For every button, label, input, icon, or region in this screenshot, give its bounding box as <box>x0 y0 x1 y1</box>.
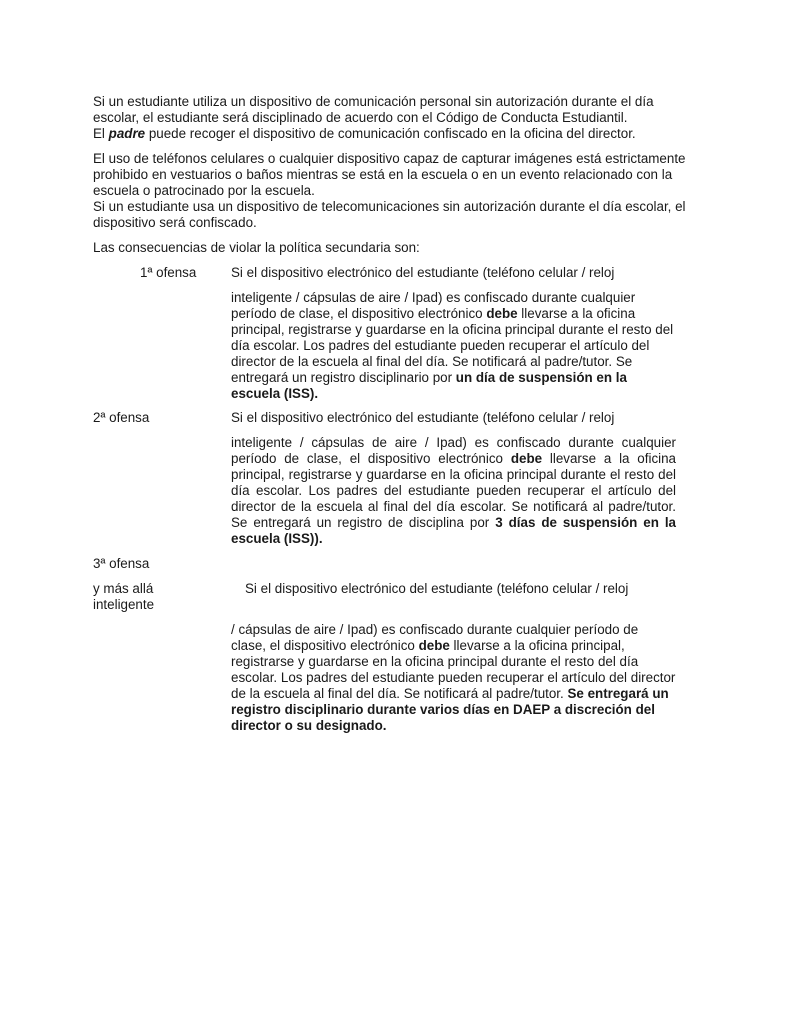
offense3-first-line: Si el dispositivo electrónico del estudiante (teléfono celular / reloj <box>245 581 629 596</box>
offense1-body <box>231 290 676 402</box>
offense3-body-bold: debe <box>418 638 450 653</box>
policy-text-2: Si un estudiante usa un dispositivo de telecomunicaciones sin autorización durante el día escolar, el dispositivo será confiscado. <box>93 199 686 230</box>
intro-line2-pre: El <box>93 126 109 141</box>
offense1-body-bold-end: un día de suspensión en la escuela (ISS). <box>231 370 627 401</box>
intro-line1: Si un estudiante utiliza un dispositivo de comunicación personal sin autorización durante el día escolar, el estudiante será disciplinado de acuerdo con el Código de Conducta Estudiantil. <box>93 94 654 125</box>
policy-text-1: El uso de teléfonos celulares o cualquier dispositivo capaz de capturar imágenes está estrictamente prohibido en vestuarios o baños mientras se está en la escuela o en un evento relacionado con la escuela o patrocinado por la escuela. <box>93 151 686 198</box>
offense1-first-line: Si el dispositivo electrónico del estudiante (teléfono celular / reloj <box>231 265 615 280</box>
offense3-body-bold-end: Se entregará un registro disciplinario durante varios días en DAEP a discreción del director o su designado. <box>231 686 669 733</box>
policy-paragraph <box>93 151 703 231</box>
consequences-heading: Las consecuencias de violar la política secundaria son: <box>93 240 420 255</box>
offense2-label: 2ª ofensa <box>93 410 150 425</box>
offense3-label3: inteligente <box>93 597 155 612</box>
intro-line2-post: puede recoger el dispositivo de comunicación confiscado en la oficina del director. <box>145 126 636 141</box>
offense3-label2: y más allá <box>93 581 154 596</box>
offense3-body <box>231 622 676 734</box>
offense3-label: 3ª ofensa <box>93 556 150 571</box>
offense2-body-b: llevarse a la oficina principal, registrarse y guardarse en la oficina principal durante el resto del día escolar. Los padres del estudiante pueden recuperar el artículo del director de la escuela al final del día escolar. Se notificará al padre/tutor. Se entregará un registro de disciplina por <box>231 451 677 530</box>
offense1-body-b: llevarse a la oficina principal, registrarse y guardarse en la oficina principal durante el resto del día escolar. Los padres del estudiante pueden recuperar el artículo del director de la escuela al final del día. Se notificará al padre/tutor. Se entregará un registro disciplinario por <box>231 306 674 385</box>
offense1-body-a: inteligente / cápsulas de aire / Ipad) es confiscado durante cualquier período de clase, el dispositivo electrónico <box>231 290 636 321</box>
offense2-body-bold: debe <box>510 451 543 466</box>
offense2-body <box>231 435 676 547</box>
intro-paragraph <box>93 94 703 142</box>
offense3-body-b: llevarse a la oficina principal, registrarse y guardarse en la oficina principal durante el resto del día escolar. Los padres del estudiante pueden recuperar el artículo del director de la escuela al final del día. Se notificará al padre/tutor. <box>231 638 676 701</box>
offense1-label: 1ª ofensa <box>140 265 197 280</box>
offense1-body-bold: debe <box>486 306 518 321</box>
offense2-body-a: inteligente / cápsulas de aire / Ipad) es confiscado durante cualquier período de clase, el dispositivo electrónico <box>231 435 676 466</box>
intro-line2-bold: padre <box>108 126 146 141</box>
offense3-body-a: / cápsulas de aire / Ipad) es confiscado durante cualquier período de clase, el dispositivo electrónico <box>231 622 639 653</box>
offense2-first-line: Si el dispositivo electrónico del estudiante (teléfono celular / reloj <box>231 410 615 425</box>
offense2-body-bold-end: 3 días de suspensión en la escuela (ISS)). <box>231 515 677 546</box>
